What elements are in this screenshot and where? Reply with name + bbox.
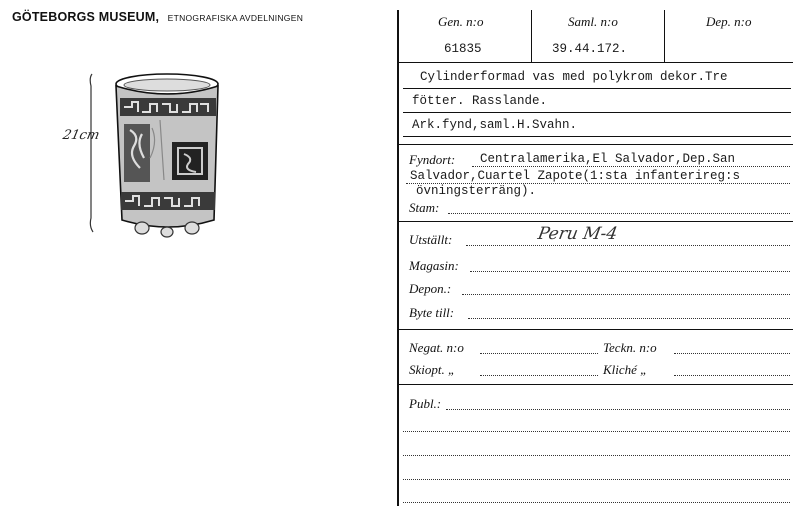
gen-number-label: Gen. n:o <box>438 14 484 29</box>
skiopt-dotted-line <box>480 375 598 376</box>
teckn-dotted-line <box>674 353 790 354</box>
dep-number-label: Dep. n:o <box>706 14 752 29</box>
fyndort-line-1: Centralamerika,El Salvador,Dep.San <box>480 152 736 166</box>
stam-label: Stam: <box>409 200 440 215</box>
header-divider-2 <box>664 10 665 62</box>
section-rule-4 <box>397 384 793 385</box>
stam-dotted-line <box>448 213 790 214</box>
publ-label: Publ.: <box>409 396 442 411</box>
utstallt-handwritten-value: Peru M-4 <box>536 224 619 244</box>
height-note: 21cm <box>61 128 101 143</box>
skiopt-label: Skiopt. „ <box>409 362 456 377</box>
byte-till-label: Byte till: <box>409 305 455 320</box>
card-left-border <box>397 10 399 506</box>
depon-dotted-line <box>462 294 790 295</box>
publ-dotted-line-1 <box>446 409 790 410</box>
description-line-2: fötter. Rasslande. <box>412 94 548 108</box>
section-rule-3 <box>397 329 793 330</box>
department-name: ETNOGRAFISKA AVDELNINGEN <box>167 13 304 23</box>
magasin-dotted-line <box>470 271 790 272</box>
section-rule-1 <box>397 144 793 145</box>
negat-dotted-line <box>480 353 598 354</box>
magasin-label: Magasin: <box>409 258 459 273</box>
saml-number-value: 39.44.172. <box>552 42 628 56</box>
kliche-dotted-line <box>674 375 790 376</box>
description-rule-3 <box>403 136 791 137</box>
vase-body <box>116 74 218 237</box>
header-bottom-rule <box>397 62 793 63</box>
utstallt-label: Utställt: <box>409 232 453 247</box>
gen-number-value: 61835 <box>444 42 482 56</box>
utstallt-dotted-line <box>466 245 790 246</box>
teckn-number-label: Teckn. n:o <box>603 340 657 355</box>
publ-dotted-line-2 <box>403 431 790 432</box>
description-line-3: Ark.fynd,saml.H.Svahn. <box>412 118 578 132</box>
fyndort-line-2: Salvador,Cuartel Zapote(1:sta infanterireg:s <box>410 169 741 183</box>
depon-label: Depon.: <box>409 281 452 296</box>
description-rule-1 <box>403 88 791 89</box>
publ-dotted-line-5 <box>403 502 790 503</box>
publ-dotted-line-4 <box>403 479 790 480</box>
fyndort-dotted-line-1 <box>472 166 790 167</box>
fyndort-label: Fyndort: <box>409 152 456 167</box>
museum-name: GÖTEBORGS MUSEUM, <box>12 10 160 24</box>
description-rule-2 <box>403 112 791 113</box>
description-line-1: Cylinderformad vas med polykrom dekor.Tre <box>420 70 728 84</box>
publ-dotted-line-3 <box>403 455 790 456</box>
section-rule-2 <box>397 221 793 222</box>
fyndort-line-3: övningsterräng). <box>416 184 537 198</box>
height-marker <box>90 74 93 232</box>
header-divider-1 <box>531 10 532 62</box>
negat-number-label: Negat. n:o <box>409 340 464 355</box>
card-header <box>12 8 303 26</box>
kliche-label: Kliché „ <box>603 362 648 377</box>
byte-till-dotted-line <box>468 318 790 319</box>
vase-sketch <box>80 68 240 248</box>
saml-number-label: Saml. n:o <box>568 14 618 29</box>
